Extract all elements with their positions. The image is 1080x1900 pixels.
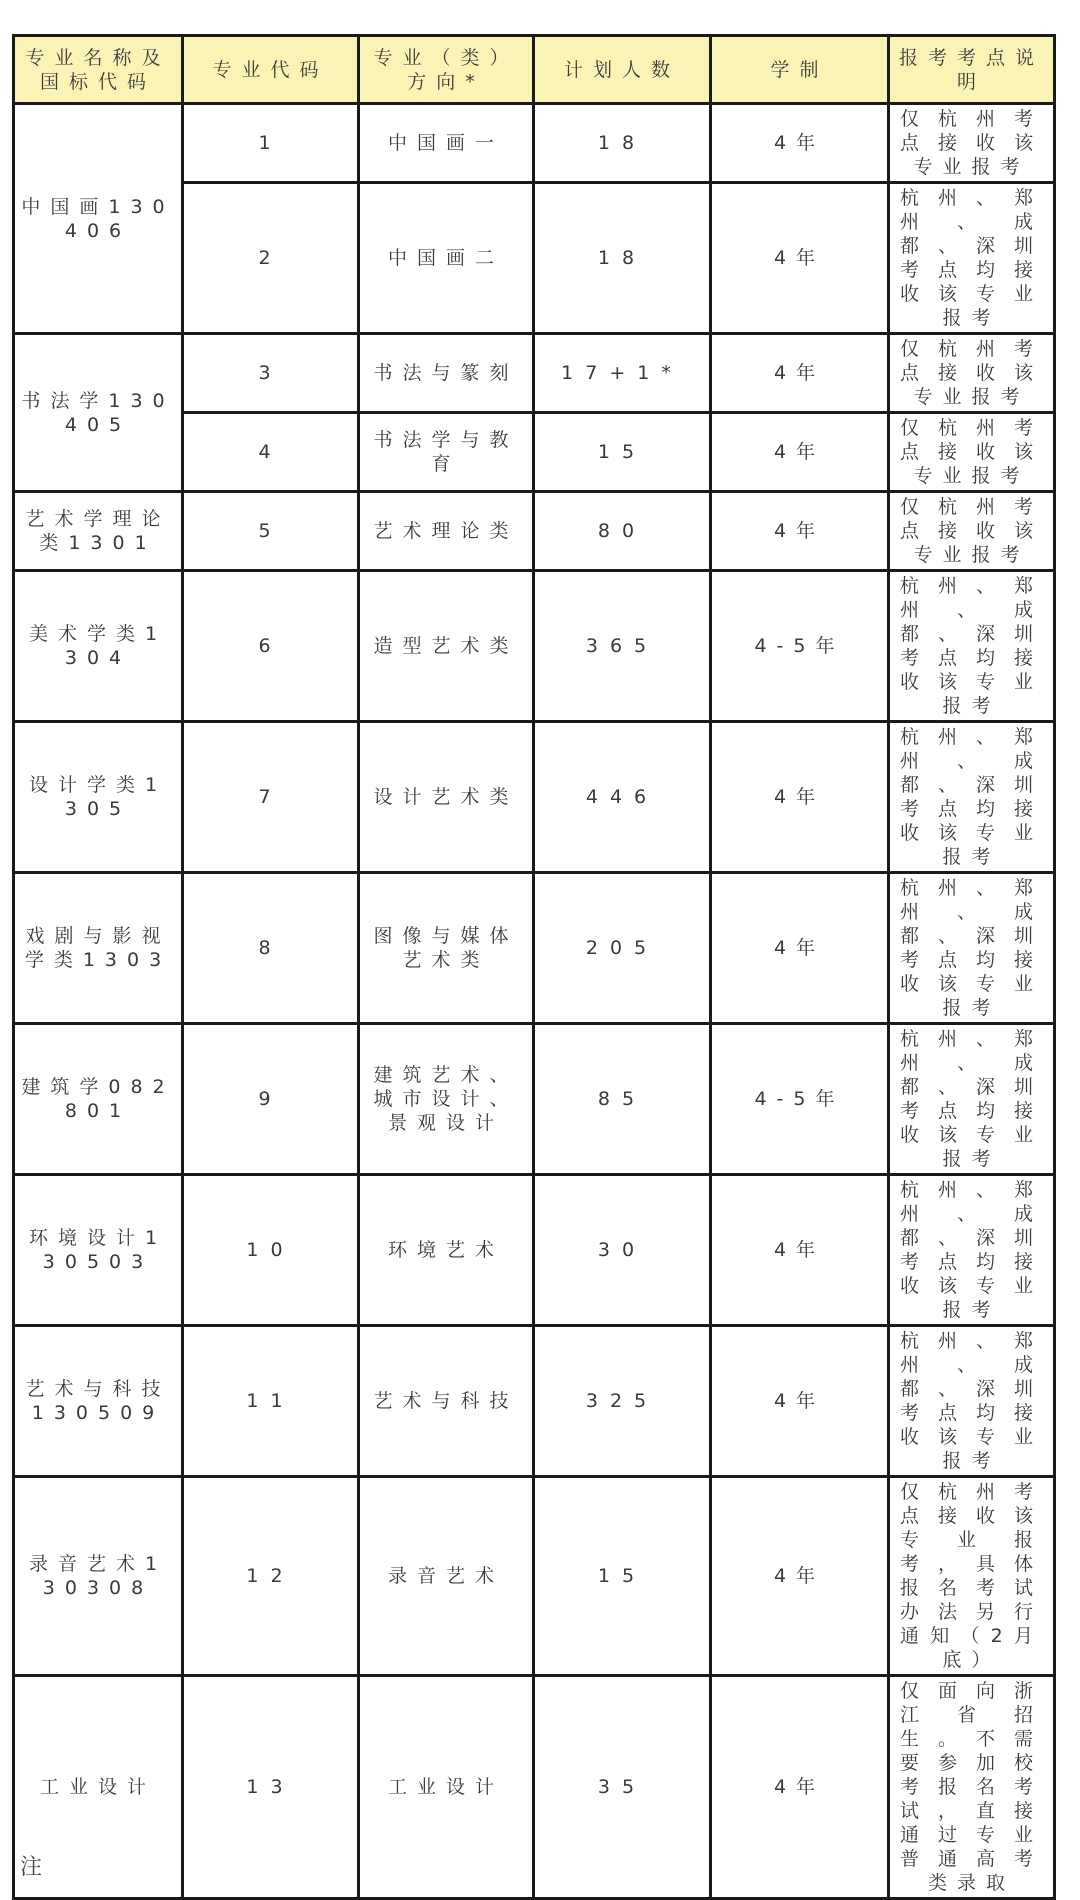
cell-direction: 环境艺术 (359, 1175, 534, 1326)
cell-code: 13 (183, 1676, 359, 1899)
cell-code: 7 (183, 722, 359, 873)
table-row (14, 492, 1055, 571)
group-name: 艺术与科技130509 (14, 1326, 183, 1477)
cell-code: 9 (183, 1024, 359, 1175)
group-name: 美术学类1304 (14, 571, 183, 722)
table-row (14, 571, 1055, 722)
cell-direction: 设计艺术类 (359, 722, 534, 873)
cell-duration: 4年 (711, 413, 889, 492)
table-body (14, 104, 1055, 1899)
cell-duration: 4年 (711, 722, 889, 873)
cell-note: 仅杭州考点接收该专业报考，具体报名考试办法另行通知（2月底） (889, 1477, 1055, 1676)
cell-direction: 录音艺术 (359, 1477, 534, 1676)
cell-duration: 4年 (711, 873, 889, 1024)
cell-code: 2 (183, 183, 359, 334)
header-plan: 计划人数 (534, 36, 711, 104)
group-name: 中国画130406 (14, 104, 183, 334)
cell-duration: 4年 (711, 492, 889, 571)
cell-plan: 365 (534, 571, 711, 722)
cell-duration: 4年 (711, 1175, 889, 1326)
cell-direction: 中国画一 (359, 104, 534, 183)
cell-duration: 4-5年 (711, 571, 889, 722)
cell-code: 3 (183, 334, 359, 413)
cell-plan: 35 (534, 1676, 711, 1899)
table-row (14, 1175, 1055, 1326)
cell-direction: 工业设计 (359, 1676, 534, 1899)
cell-duration: 4年 (711, 1326, 889, 1477)
header-row (14, 36, 1055, 104)
group-name: 书法学130405 (14, 334, 183, 492)
cell-note: 仅杭州考点接收该专业报考 (889, 104, 1055, 183)
cell-plan: 17+1* (534, 334, 711, 413)
cell-direction: 造型艺术类 (359, 571, 534, 722)
group-name: 戏剧与影视学类1303 (14, 873, 183, 1024)
cell-duration: 4年 (711, 334, 889, 413)
cell-note: 仅杭州考点接收该专业报考 (889, 413, 1055, 492)
cell-code: 5 (183, 492, 359, 571)
cell-note: 杭州、郑州、成都、深圳考点均接收该专业报考 (889, 183, 1055, 334)
cell-direction: 艺术理论类 (359, 492, 534, 571)
cell-direction: 书法与篆刻 (359, 334, 534, 413)
cell-code: 6 (183, 571, 359, 722)
enrollment-plan-table (12, 34, 1056, 1900)
cell-duration: 4年 (711, 1477, 889, 1676)
cell-code: 11 (183, 1326, 359, 1477)
table-row (14, 1024, 1055, 1175)
cell-note: 仅杭州考点接收该专业报考 (889, 492, 1055, 571)
cell-direction: 图像与媒体艺术类 (359, 873, 534, 1024)
cell-plan: 15 (534, 1477, 711, 1676)
cell-note: 杭州、郑州、成都、深圳考点均接收该专业报考 (889, 1326, 1055, 1477)
cell-plan: 446 (534, 722, 711, 873)
table-row (14, 1326, 1055, 1477)
cell-duration: 4年 (711, 183, 889, 334)
cell-plan: 325 (534, 1326, 711, 1477)
group-name: 建筑学082801 (14, 1024, 183, 1175)
cell-plan: 205 (534, 873, 711, 1024)
header-direction: 专业（类）方向* (359, 36, 534, 104)
header-major-name: 专业名称及国标代码 (14, 36, 183, 104)
table-row (14, 873, 1055, 1024)
cell-code: 10 (183, 1175, 359, 1326)
group-name: 艺术学理论类1301 (14, 492, 183, 571)
group-name: 录音艺术130308 (14, 1477, 183, 1676)
group-name: 工业设计 (14, 1676, 183, 1899)
cell-direction: 中国画二 (359, 183, 534, 334)
cell-plan: 30 (534, 1175, 711, 1326)
group-name: 设计学类1305 (14, 722, 183, 873)
table-row (14, 104, 1055, 183)
cell-note: 仅面向浙江省招生。不需要参加校考报名考试，直接通过专业普通高考类录取 (889, 1676, 1055, 1899)
table-row (14, 722, 1055, 873)
cell-plan: 85 (534, 1024, 711, 1175)
cell-plan: 15 (534, 413, 711, 492)
group-name: 环境设计130503 (14, 1175, 183, 1326)
header-major-code: 专业代码 (183, 36, 359, 104)
table-row (14, 1676, 1055, 1899)
cell-note: 杭州、郑州、成都、深圳考点均接收该专业报考 (889, 873, 1055, 1024)
footer-note-mark: 注 (20, 1855, 43, 1880)
cell-code: 12 (183, 1477, 359, 1676)
cell-duration: 4年 (711, 1676, 889, 1899)
cell-direction: 书法学与教育 (359, 413, 534, 492)
header-exam-note: 报考考点说明 (889, 36, 1055, 104)
cell-note: 仅杭州考点接收该专业报考 (889, 334, 1055, 413)
table-row (14, 1477, 1055, 1676)
cell-note: 杭州、郑州、成都、深圳考点均接收该专业报考 (889, 1175, 1055, 1326)
cell-plan: 18 (534, 183, 711, 334)
cell-duration: 4年 (711, 104, 889, 183)
header-duration: 学制 (711, 36, 889, 104)
cell-plan: 80 (534, 492, 711, 571)
cell-note: 杭州、郑州、成都、深圳考点均接收该专业报考 (889, 571, 1055, 722)
cell-note: 杭州、郑州、成都、深圳考点均接收该专业报考 (889, 722, 1055, 873)
cell-duration: 4-5年 (711, 1024, 889, 1175)
cell-note: 杭州、郑州、成都、深圳考点均接收该专业报考 (889, 1024, 1055, 1175)
cell-plan: 18 (534, 104, 711, 183)
cell-code: 8 (183, 873, 359, 1024)
cell-direction: 建筑艺术、城市设计、景观设计 (359, 1024, 534, 1175)
cell-code: 1 (183, 104, 359, 183)
cell-direction: 艺术与科技 (359, 1326, 534, 1477)
table-row (14, 334, 1055, 413)
cell-code: 4 (183, 413, 359, 492)
